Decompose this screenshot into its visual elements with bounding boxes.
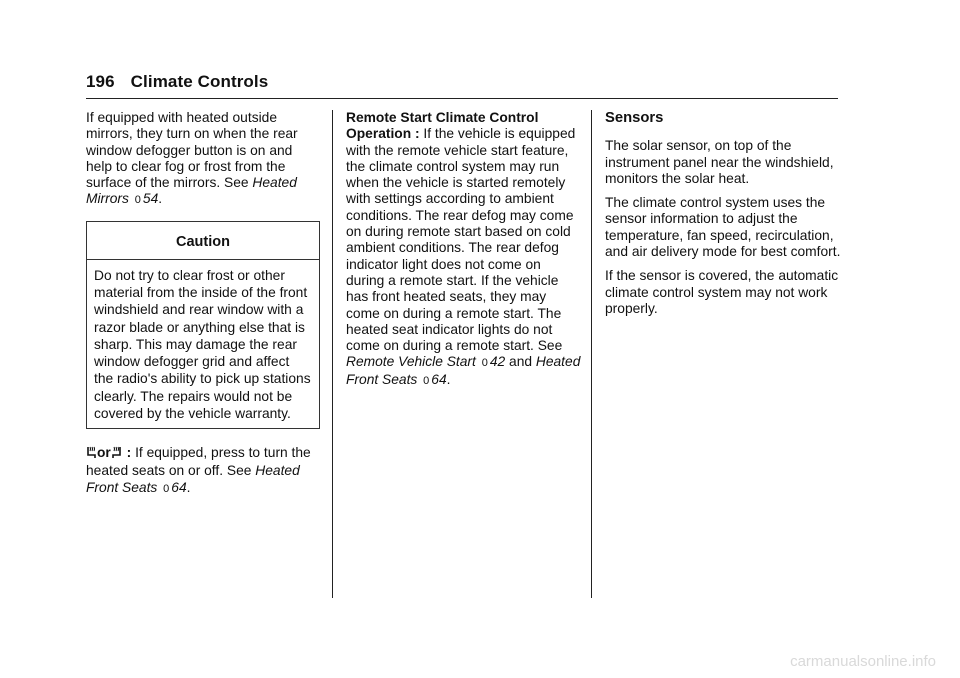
heated-seat-icon bbox=[86, 446, 97, 463]
page-ref-arrow: 0 bbox=[423, 374, 430, 387]
heated-mirrors-text: If equipped with heated outside mirrors, they turn on when the rear window defogger button is on and help to clear fog or frost from the surface of the mirrors. See bbox=[86, 110, 298, 191]
sensors-heading: Sensors bbox=[605, 110, 664, 126]
colon: : bbox=[122, 444, 136, 460]
heated-front-seats-page-ref[interactable]: 64 bbox=[171, 479, 187, 495]
heated-seat-back-icon bbox=[111, 446, 123, 463]
page-title: Climate Controls bbox=[130, 72, 269, 91]
page-number: 196 bbox=[86, 72, 115, 91]
column-divider-2 bbox=[591, 110, 592, 598]
period: . bbox=[186, 479, 191, 495]
column-2 bbox=[346, 110, 582, 389]
heated-front-seats-page-ref-2[interactable]: 64 bbox=[431, 371, 447, 387]
heated-mirrors-page-ref[interactable]: 54 bbox=[142, 191, 159, 207]
sensors-paragraph-3: If the sensor is covered, the automatic climate control system may not work properly. bbox=[605, 268, 839, 316]
page-ref-arrow: 0 bbox=[163, 482, 170, 495]
column-3 bbox=[605, 110, 841, 325]
header-rule bbox=[86, 98, 838, 99]
remote-vehicle-start-page-ref[interactable]: 42 bbox=[489, 354, 506, 370]
heated-mirrors-paragraph bbox=[86, 110, 320, 209]
watermark: carmanualsonline.info bbox=[790, 653, 936, 670]
remote-vehicle-start-link[interactable]: Remote Vehicle Start bbox=[346, 354, 476, 370]
sensors-paragraph-2: The climate control system uses the sensor information to adjust the temperature, fan speed, recirculation, and air delivery mode for best comfort. bbox=[605, 195, 841, 260]
or-label: or bbox=[97, 444, 111, 460]
page-header bbox=[86, 72, 268, 92]
remote-start-paragraph bbox=[346, 110, 582, 389]
page-ref-arrow: 0 bbox=[134, 194, 141, 207]
heated-mirrors-link[interactable]: Heated Mirrors bbox=[86, 175, 297, 207]
heated-seats-text: If equipped, press to turn the heated seats on or off. See bbox=[86, 444, 311, 479]
caution-title: Caution bbox=[87, 222, 319, 260]
caution-body: Do not try to clear frost or other material from the inside of the front windshield and rear window with a razor blade or anything else that is sharp. This may damage the rear window defogger grid and affect the radio's ability to pick up stations clearly. The repairs would not be covered by the vehicle warranty. bbox=[94, 268, 311, 421]
remote-start-body: If the vehicle is equipped with the remote vehicle start feature, the climate control system may run when the vehicle is started remotely with settings according to ambient conditions. The rear defog may come on during remote start based on cold ambient conditions. The rear defog indicator light does not come on during a remote start. If the vehicle has front heated seats, they may come on during a remote start. The heated seat indicator lights do not come on during a remote start. See bbox=[346, 126, 576, 354]
heated-front-seats-link[interactable]: Heated Front Seats bbox=[86, 463, 300, 495]
period: . bbox=[158, 191, 163, 207]
period: . bbox=[446, 371, 451, 387]
column-divider-1 bbox=[332, 110, 333, 598]
and-text: and bbox=[505, 354, 536, 370]
heated-front-seats-link-2[interactable]: Heated Front Seats bbox=[346, 354, 581, 387]
sensors-paragraph-1: The solar sensor, on top of the instrument panel near the windshield, monitors the solar heat. bbox=[605, 138, 834, 186]
column-1 bbox=[86, 110, 320, 497]
page-ref-arrow: 0 bbox=[481, 357, 488, 370]
remote-start-heading: Remote Start Climate Control Operation : bbox=[346, 110, 539, 142]
caution-box bbox=[86, 221, 320, 429]
heated-seats-paragraph bbox=[86, 445, 320, 497]
